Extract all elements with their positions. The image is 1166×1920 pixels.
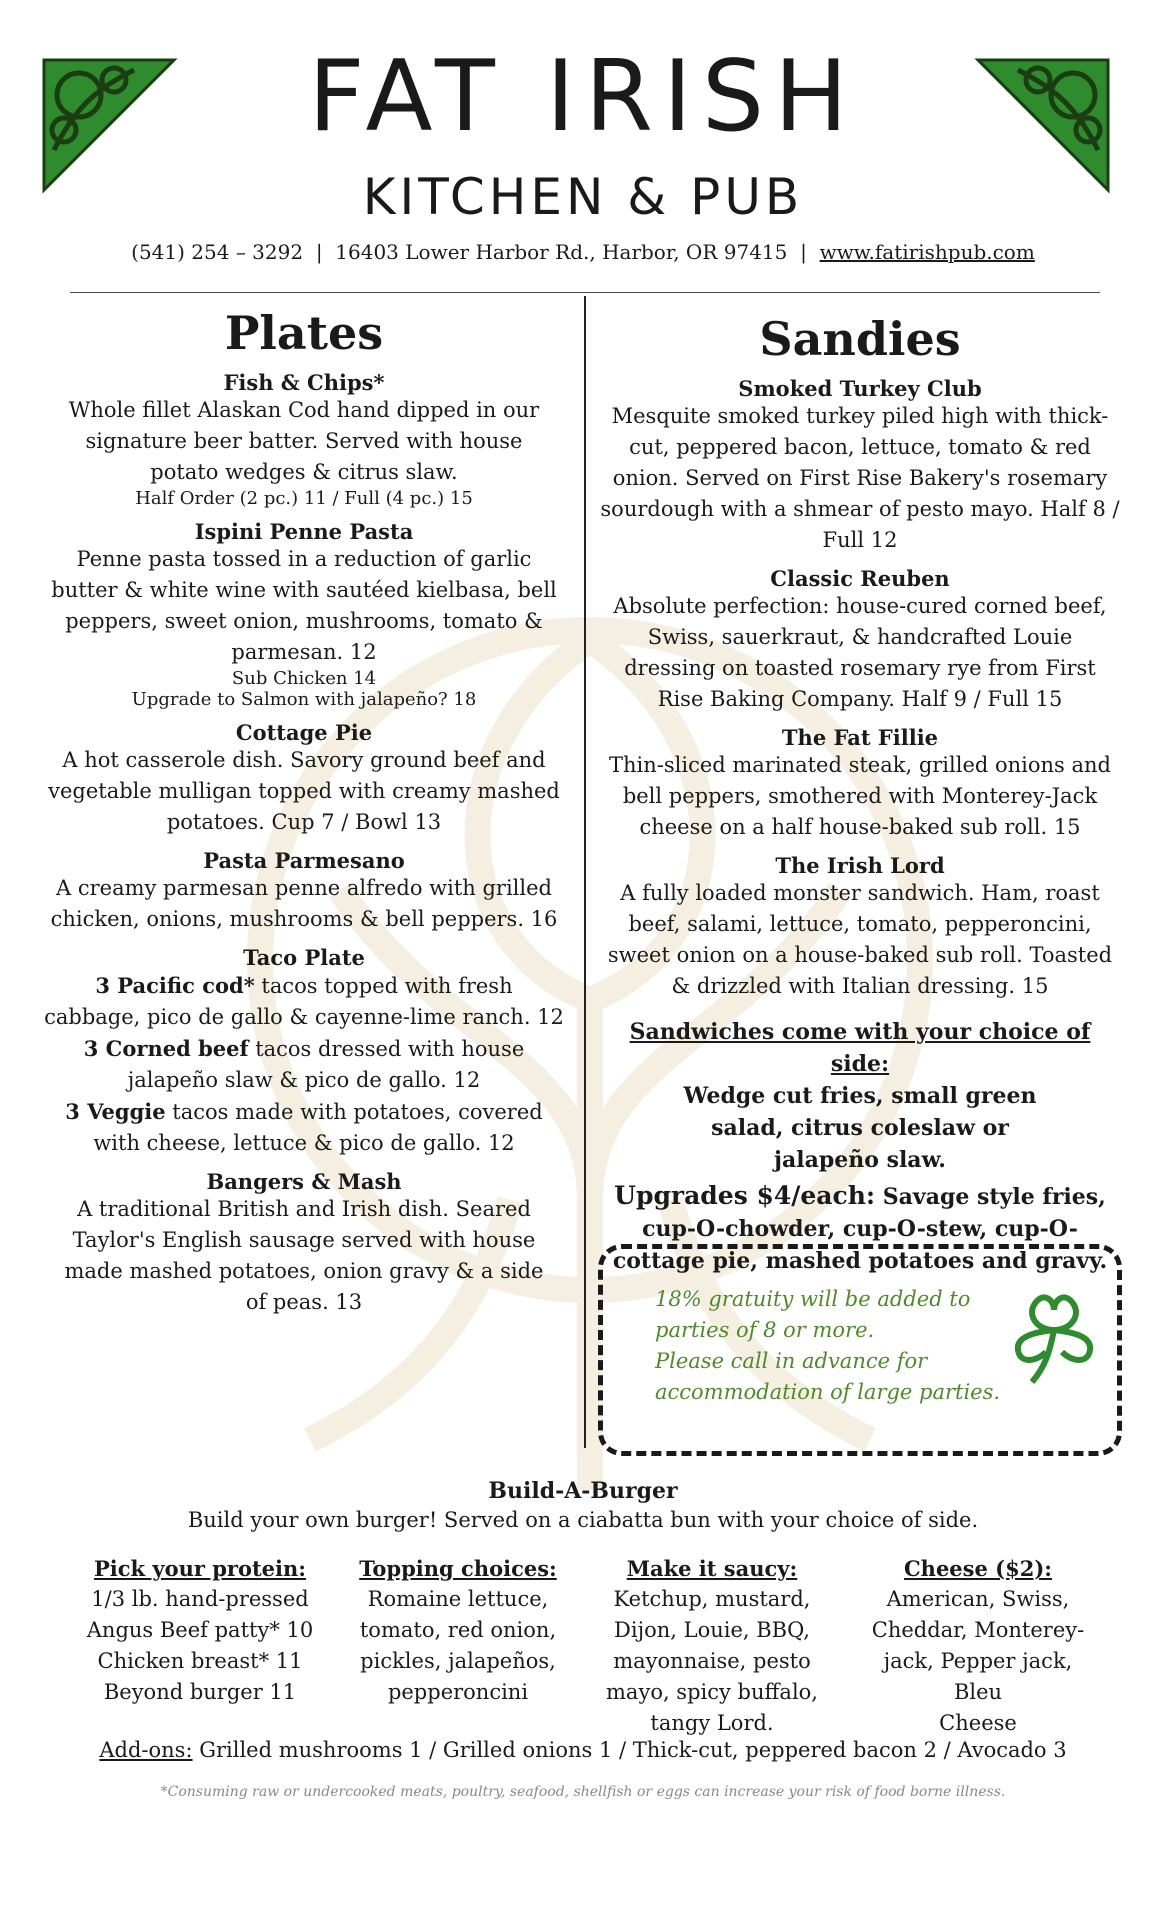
burger-topping-column	[338, 1553, 578, 1708]
taco-type: 3 Corned beef	[83, 1036, 249, 1061]
menu-item-title: Bangers & Mash	[206, 1169, 402, 1194]
column-line: Chicken breast* 11	[97, 1649, 303, 1673]
food-safety-disclaimer: *Consuming raw or undercooked meats, poultry, seafood, shellfish or eggs can increase your risk of food borne illness.	[160, 1784, 1006, 1800]
taco-type: 3 Veggie	[65, 1099, 166, 1124]
notice-line: accommodation of large parties.	[655, 1380, 1001, 1404]
menu-item-title: Cottage Pie	[235, 720, 373, 745]
addons-list: Grilled mushrooms 1 / Grilled onions 1 / Thick-cut, peppered bacon 2 / Avocado 3	[192, 1738, 1067, 1762]
column-line: jack, Pepper jack, Bleu	[883, 1649, 1073, 1704]
menu-item-desc: Penne pasta tossed in a reduction of garlic butter & white wine with sautéed kielbasa, bell peppers, sweet onion, mushrooms, tomato & parmesan. 12	[51, 547, 557, 664]
taco-desc: tacos dressed with house jalapeño slaw & pico de gallo. 12	[127, 1037, 525, 1092]
column-line: Ketchup, mustard,	[613, 1587, 811, 1611]
addons-line	[0, 1738, 1166, 1762]
addons-label: Add-ons:	[99, 1738, 193, 1762]
website-link[interactable]: www.fatirishpub.com	[819, 240, 1035, 264]
taco-line	[44, 1033, 564, 1096]
menu-item-title: The Irish Lord	[775, 853, 945, 878]
notice-line: 18% gratuity will be added to	[655, 1287, 971, 1311]
gratuity-notice-text	[655, 1284, 1025, 1408]
menu-item-title: Fish & Chips*	[223, 370, 385, 395]
restaurant-subtitle: KITCHEN & PUB	[362, 168, 804, 226]
menu-item-extra: Upgrade to Salmon with jalapeño? 18	[131, 689, 477, 710]
taco-desc: tacos topped with fresh cabbage, pico de gallo & cayenne-lime ranch. 12	[44, 974, 564, 1029]
column-line: Angus Beef patty* 10	[86, 1618, 314, 1642]
column-line: Cheese	[939, 1711, 1017, 1735]
taco-type: 3 Pacific cod*	[95, 973, 255, 998]
menu-item-title: Ispini Penne Pasta	[194, 519, 414, 544]
column-line: Beyond burger 11	[103, 1680, 297, 1704]
menu-item-desc: A traditional British and Irish dish. Seared Taylor's English sausage served with house made mashed potatoes, onion gravy & a side of peas. 13	[64, 1197, 544, 1314]
taco-line	[44, 970, 564, 1033]
separator: |	[800, 240, 807, 264]
menu-item-desc: A creamy parmesan penne alfredo with grilled chicken, onions, mushrooms & bell peppers. 16	[50, 876, 558, 931]
column-header: Cheese ($2):	[903, 1556, 1053, 1581]
column-divider	[584, 296, 586, 1448]
column-line: Romaine lettuce,	[367, 1587, 549, 1611]
column-line: Dijon, Louie, BBQ,	[614, 1618, 810, 1642]
column-line: American, Swiss,	[886, 1587, 1070, 1611]
restaurant-name: FAT IRISH	[308, 40, 858, 154]
column-line: 1/3 lb. hand-pressed	[91, 1587, 309, 1611]
plates-column	[44, 306, 564, 1318]
address: 16403 Lower Harbor Rd., Harbor, OR 97415	[335, 240, 788, 264]
menu-item-extra: Sub Chicken 14	[231, 668, 377, 689]
column-header: Make it saucy:	[626, 1556, 798, 1581]
burger-protein-column	[80, 1553, 320, 1708]
separator: |	[315, 240, 323, 264]
burger-description: Build your own burger! Served on a ciabatta bun with your choice of side.	[187, 1508, 979, 1532]
upgrades-list: Savage style fries, cup-O-chowder, cup-O-stew, cup-O-cottage pie, mashed potatoes and gravy.	[612, 1184, 1108, 1274]
header-divider	[70, 292, 1100, 293]
menu-item-desc: Absolute perfection: house-cured corned beef, Swiss, sauerkraut, & handcrafted Louie dressing on toasted rosemary rye from First Rise Baking Company. Half 9 / Full 15	[613, 594, 1107, 711]
menu-item-desc: Mesquite smoked turkey piled high with thick-cut, peppered bacon, lettuce, tomato & red onion. Served on First Rise Bakery's rosemary sourdough with a shmear of pesto mayo. Half 8 / Full 12	[600, 404, 1120, 552]
column-header: Pick your protein:	[93, 1556, 307, 1581]
burger-heading: Build-A-Burger	[488, 1478, 678, 1504]
burger-sauce-column	[592, 1553, 832, 1739]
menu-item-desc: A fully loaded monster sandwich. Ham, roast beef, salami, lettuce, tomato, pepperoncini, sweet onion on a house-baked sub roll. Toasted & drizzled with Italian dressing. 15	[607, 881, 1113, 998]
burger-cheese-column	[858, 1553, 1098, 1739]
notice-line: parties of 8 or more.	[655, 1318, 875, 1342]
plates-heading: Plates	[224, 306, 384, 360]
column-line: Cheddar, Monterey-	[871, 1618, 1085, 1642]
contact-line	[0, 240, 1166, 264]
column-line: mayo, spicy buffalo,	[606, 1680, 818, 1704]
menu-item-title: Pasta Parmesano	[203, 848, 405, 873]
column-header: Topping choices:	[359, 1556, 557, 1581]
menu-item-desc: A hot casserole dish. Savory ground beef and vegetable mulligan topped with creamy mashed potatoes. Cup 7 / Bowl 13	[48, 748, 560, 834]
sides-list: Wedge cut fries, small green salad, citrus coleslaw or jalapeño slaw.	[683, 1083, 1037, 1173]
menu-item-desc: Whole fillet Alaskan Cod hand dipped in our signature beer batter. Served with house potato wedges & citrus slaw.	[68, 398, 540, 484]
phone-number: (541) 254 – 3292	[131, 240, 304, 264]
column-line: mayonnaise, pesto	[613, 1649, 811, 1673]
sandies-column	[600, 312, 1120, 1277]
taco-desc: tacos made with potatoes, covered with cheese, lettuce & pico de gallo. 12	[93, 1100, 543, 1155]
upgrades-label: Upgrades $4/each:	[614, 1181, 876, 1210]
notice-line: Please call in advance for	[655, 1349, 928, 1373]
column-line: tomato, red onion,	[359, 1618, 557, 1642]
sides-heading: Sandwiches come with your choice of side:	[629, 1019, 1091, 1077]
menu-item-title: Classic Reuben	[770, 566, 950, 591]
column-line: pickles, jalapeños,	[360, 1649, 556, 1673]
menu-item-title: Smoked Turkey Club	[738, 376, 982, 401]
column-line: tangy Lord.	[650, 1711, 774, 1735]
taco-line	[44, 1096, 564, 1159]
menu-item-title: Taco Plate	[243, 945, 365, 970]
menu-item-title: The Fat Fillie	[781, 725, 939, 750]
sandies-heading: Sandies	[759, 312, 961, 366]
menu-item-desc: Thin-sliced marinated steak, grilled onions and bell peppers, smothered with Monterey-Jack cheese on a half house-baked sub roll. 15	[608, 753, 1111, 839]
shamrock-icon	[1006, 1278, 1102, 1386]
column-line: pepperoncini	[387, 1680, 529, 1704]
menu-item-price: Half Order (2 pc.) 11 / Full (4 pc.) 15	[135, 488, 473, 509]
